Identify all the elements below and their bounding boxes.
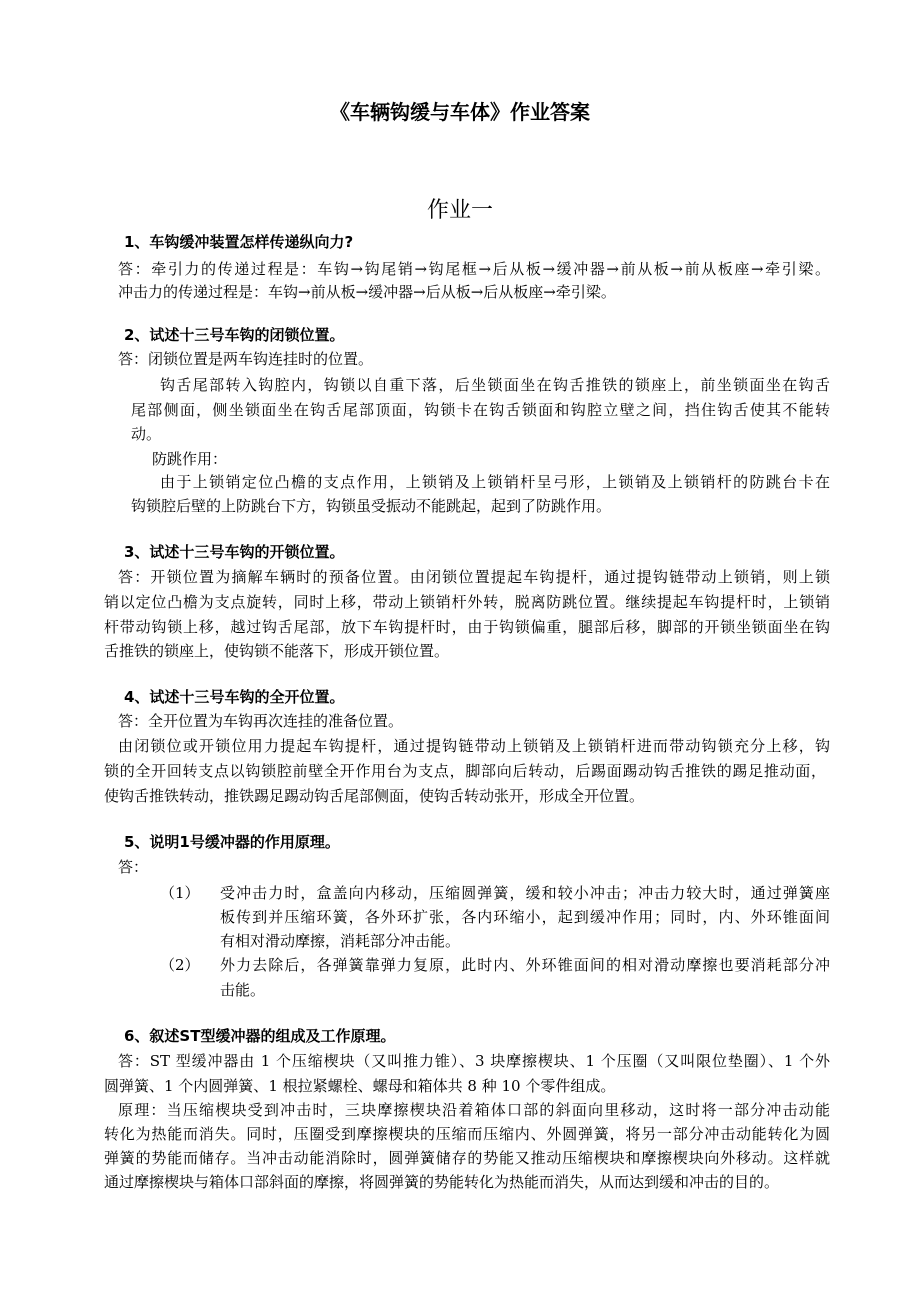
- answer-line: 通过摩擦楔块与箱体口部斜面的摩擦，将圆弹簧的势能转化为热能而消失，从而达到缓和冲击的目的。: [104, 1173, 780, 1191]
- answer-line: 冲击力的传递过程是：车钩→前从板→缓冲器→后从板→后从板座→牵引梁。: [118, 283, 616, 301]
- answer-line: 杆带动钩锁上移，越过钩舌尾部，放下车钩提杆时，由于钩锁偏重，腿部后移，脚部的开锁坐锁面坐在钩: [104, 618, 830, 636]
- document-title: 《车辆钩缓与车体》作业答案: [330, 100, 590, 124]
- answer-line: 钩锁腔后壁的上防跳台下方，钩锁虽受振动不能跳起，起到了防跳作用。: [131, 497, 612, 515]
- answer-line: 弹簧的势能而储存。当冲击动能消除时，圆弹簧储存的势能又推动压缩楔块和摩擦楔块向外移动。这样就: [104, 1149, 830, 1167]
- answer-line: 答：ST 型缓冲器由 1 个压缩楔块（又叫推力锥）、3 块摩擦楔块、1 个压圈（又叫限位垫圈）、1 个外: [118, 1052, 830, 1070]
- section-heading: 作业一: [426, 198, 493, 223]
- answer-line: 答：开锁位置为摘解车辆时的预备位置。由闭锁位置提起车钩提杆，通过提钩链带动上锁销，则上锁: [118, 568, 830, 586]
- answer-line: 由于上锁销定位凸檐的支点作用，上锁销及上锁销杆呈弓形，上锁销及上锁销杆的防跳台卡在: [160, 473, 830, 491]
- answer-line: 钩舌尾部转入钩腔内，钩锁以自重下落，后坐锁面坐在钩舌推铁的锁座上，前坐锁面坐在钩舌: [160, 376, 830, 394]
- list-number: （2）: [160, 956, 200, 974]
- answer-line: 转化为热能而消失。同时，压圈受到摩擦楔块的压缩而压缩内、外圆弹簧，将另一部分冲击动能转化为圆: [104, 1125, 830, 1143]
- question-4: 4、试述十三号车钩的全开位置。: [124, 688, 345, 706]
- answer-line: 舌推铁的锁座上，使钩锁不能落下，形成开锁位置。: [104, 642, 450, 660]
- answer-line: 销以定位凸檐为支点旋转，同时上移，带动上锁销杆外转，脱离防跳位置。继续提起车钩提杆时，上锁销: [104, 593, 830, 611]
- question-2: 2、试述十三号车钩的闭锁位置。: [124, 326, 345, 344]
- answer-line: 使钩舌推铁转动，推铁踢足踢动钩舌尾部侧面，使钩舌转动张开，形成全开位置。: [104, 787, 645, 805]
- answer-line: 答：全开位置为车钩再次连挂的准备位置。: [118, 712, 404, 730]
- list-number: （1）: [160, 884, 200, 902]
- answer-line: 锁的全开回转支点以钩锁腔前壁全开作用台为支点，脚部向后转动，后踢面踢动钩舌推铁的踢足推动面，: [104, 762, 826, 780]
- answer-line: 外力去除后，各弹簧靠弹力复原，此时内、外环锥面间的相对滑动摩擦也要消耗部分冲: [220, 956, 830, 974]
- answer-line: 答：牵引力的传递过程是：车钩→钩尾销→钩尾框→后从板→缓冲器→前从板→前从板座→牵引梁。: [118, 260, 830, 278]
- answer-line: 板传到并压缩环簧，各外环扩张，各内环缩小，起到缓冲作用；同时，内、外环锥面间: [220, 908, 830, 926]
- answer-line: 有相对滑动摩擦，消耗部分冲击能。: [220, 932, 461, 950]
- answer-line: 答：闭锁位置是两车钩连挂时的位置。: [118, 350, 374, 368]
- answer-line: 防跳作用：: [152, 450, 228, 468]
- answer-line: 受冲击力时，盒盖向内移动，压缩圆弹簧，缓和较小冲击；冲击力较大时，通过弹簧座: [220, 884, 830, 902]
- answer-line: 由闭锁位或开锁位用力提起车钩提杆，通过提钩链带动上锁销及上锁销杆进而带动钩锁充分上移，钩: [118, 737, 830, 755]
- answer-line: 答：: [118, 858, 149, 876]
- question-1: 1、车钩缓冲装置怎样传递纵向力?: [124, 233, 354, 251]
- question-3: 3、试述十三号车钩的开锁位置。: [124, 543, 345, 561]
- question-5: 5、说明1号缓冲器的作用原理。: [124, 833, 340, 851]
- answer-line: 原理：当压缩楔块受到冲击时，三块摩擦楔块沿着箱体口部的斜面向里移动，这时将一部分冲击动能: [118, 1101, 830, 1119]
- answer-line: 尾部侧面，侧坐锁面坐在钩舌尾部顶面，钩锁卡在钩舌锁面和钩腔立壁之间，挡住钩舌使其不能转: [131, 401, 830, 419]
- answer-line: 动。: [131, 425, 162, 443]
- question-6: 6、叙述ST型缓冲器的组成及工作原理。: [124, 1027, 396, 1045]
- answer-line: 圆弹簧、1 个内圆弹簧、1 根拉紧螺栓、螺母和箱体共 8 种 10 个零件组成。: [104, 1077, 616, 1095]
- answer-line: 击能。: [220, 981, 266, 999]
